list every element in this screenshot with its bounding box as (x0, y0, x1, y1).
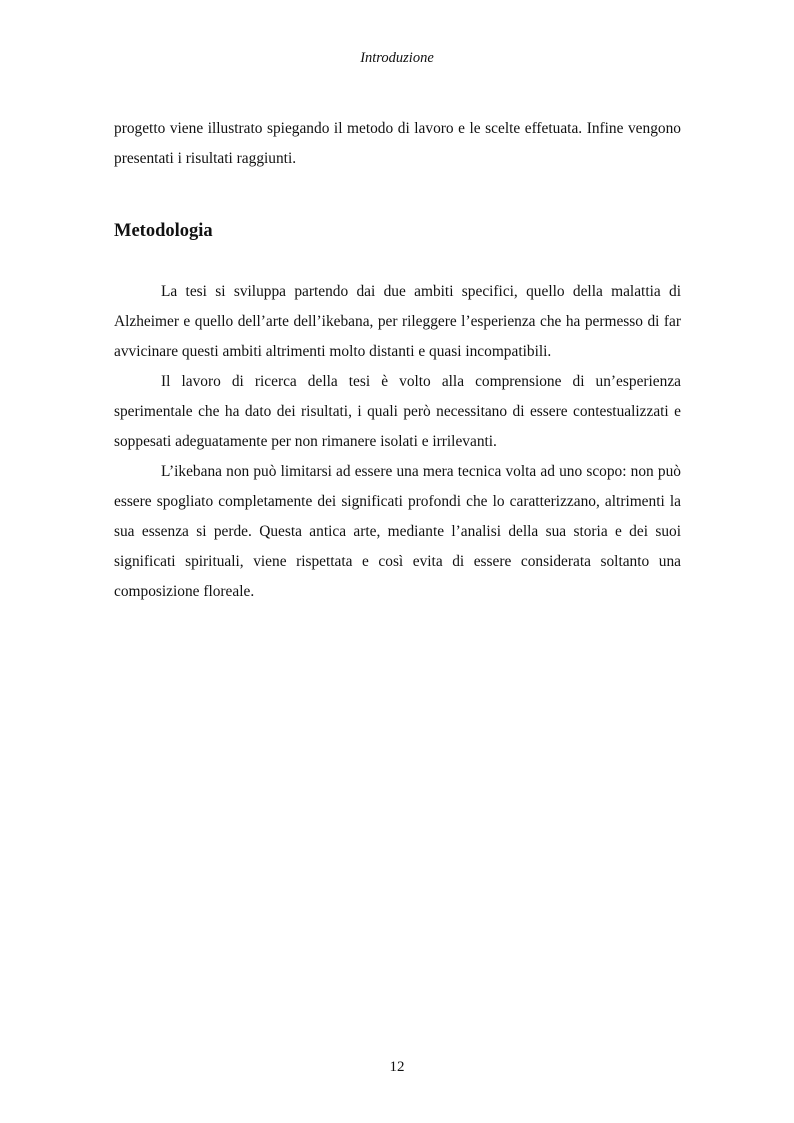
section-heading: Metodologia (114, 221, 213, 241)
body-paragraph: Il lavoro di ricerca della tesi è volto alla comprensione di un’esperienza sperimentale che ha dato dei risultati, i quali però necessitano di essere contestualizzati e soppesati adeguatamente per non rimanere isolati e irrilevanti. (114, 373, 681, 450)
continued-paragraph: progetto viene illustrato spiegando il metodo di lavoro e le scelte effetuata. Infine vengono presentati i risultati raggiunti. (114, 120, 681, 167)
page-number: 12 (389, 1059, 405, 1075)
body-paragraph: L’ikebana non può limitarsi ad essere una mera tecnica volta ad uno scopo: non può essere spogliato completamente dei significati profondi che lo caratterizzano, altrimenti la sua essenza si perde. Questa antica arte, mediante l’analisi della sua storia e dei suoi significati spirituali, viene rispettata e così evita di essere considerata soltanto una composizione floreale. (114, 463, 681, 600)
page-body (114, 114, 681, 607)
body-paragraph: La tesi si sviluppa partendo dai due ambiti specifici, quello della malattia di Alzheimer e quello dell’arte dell’ikebana, per rileggere l’esperienza che ha permesso di far avvicinare questi ambiti altrimenti molto distanti e quasi incompatibili. (114, 283, 681, 360)
running-header-title: Introduzione (360, 50, 434, 66)
